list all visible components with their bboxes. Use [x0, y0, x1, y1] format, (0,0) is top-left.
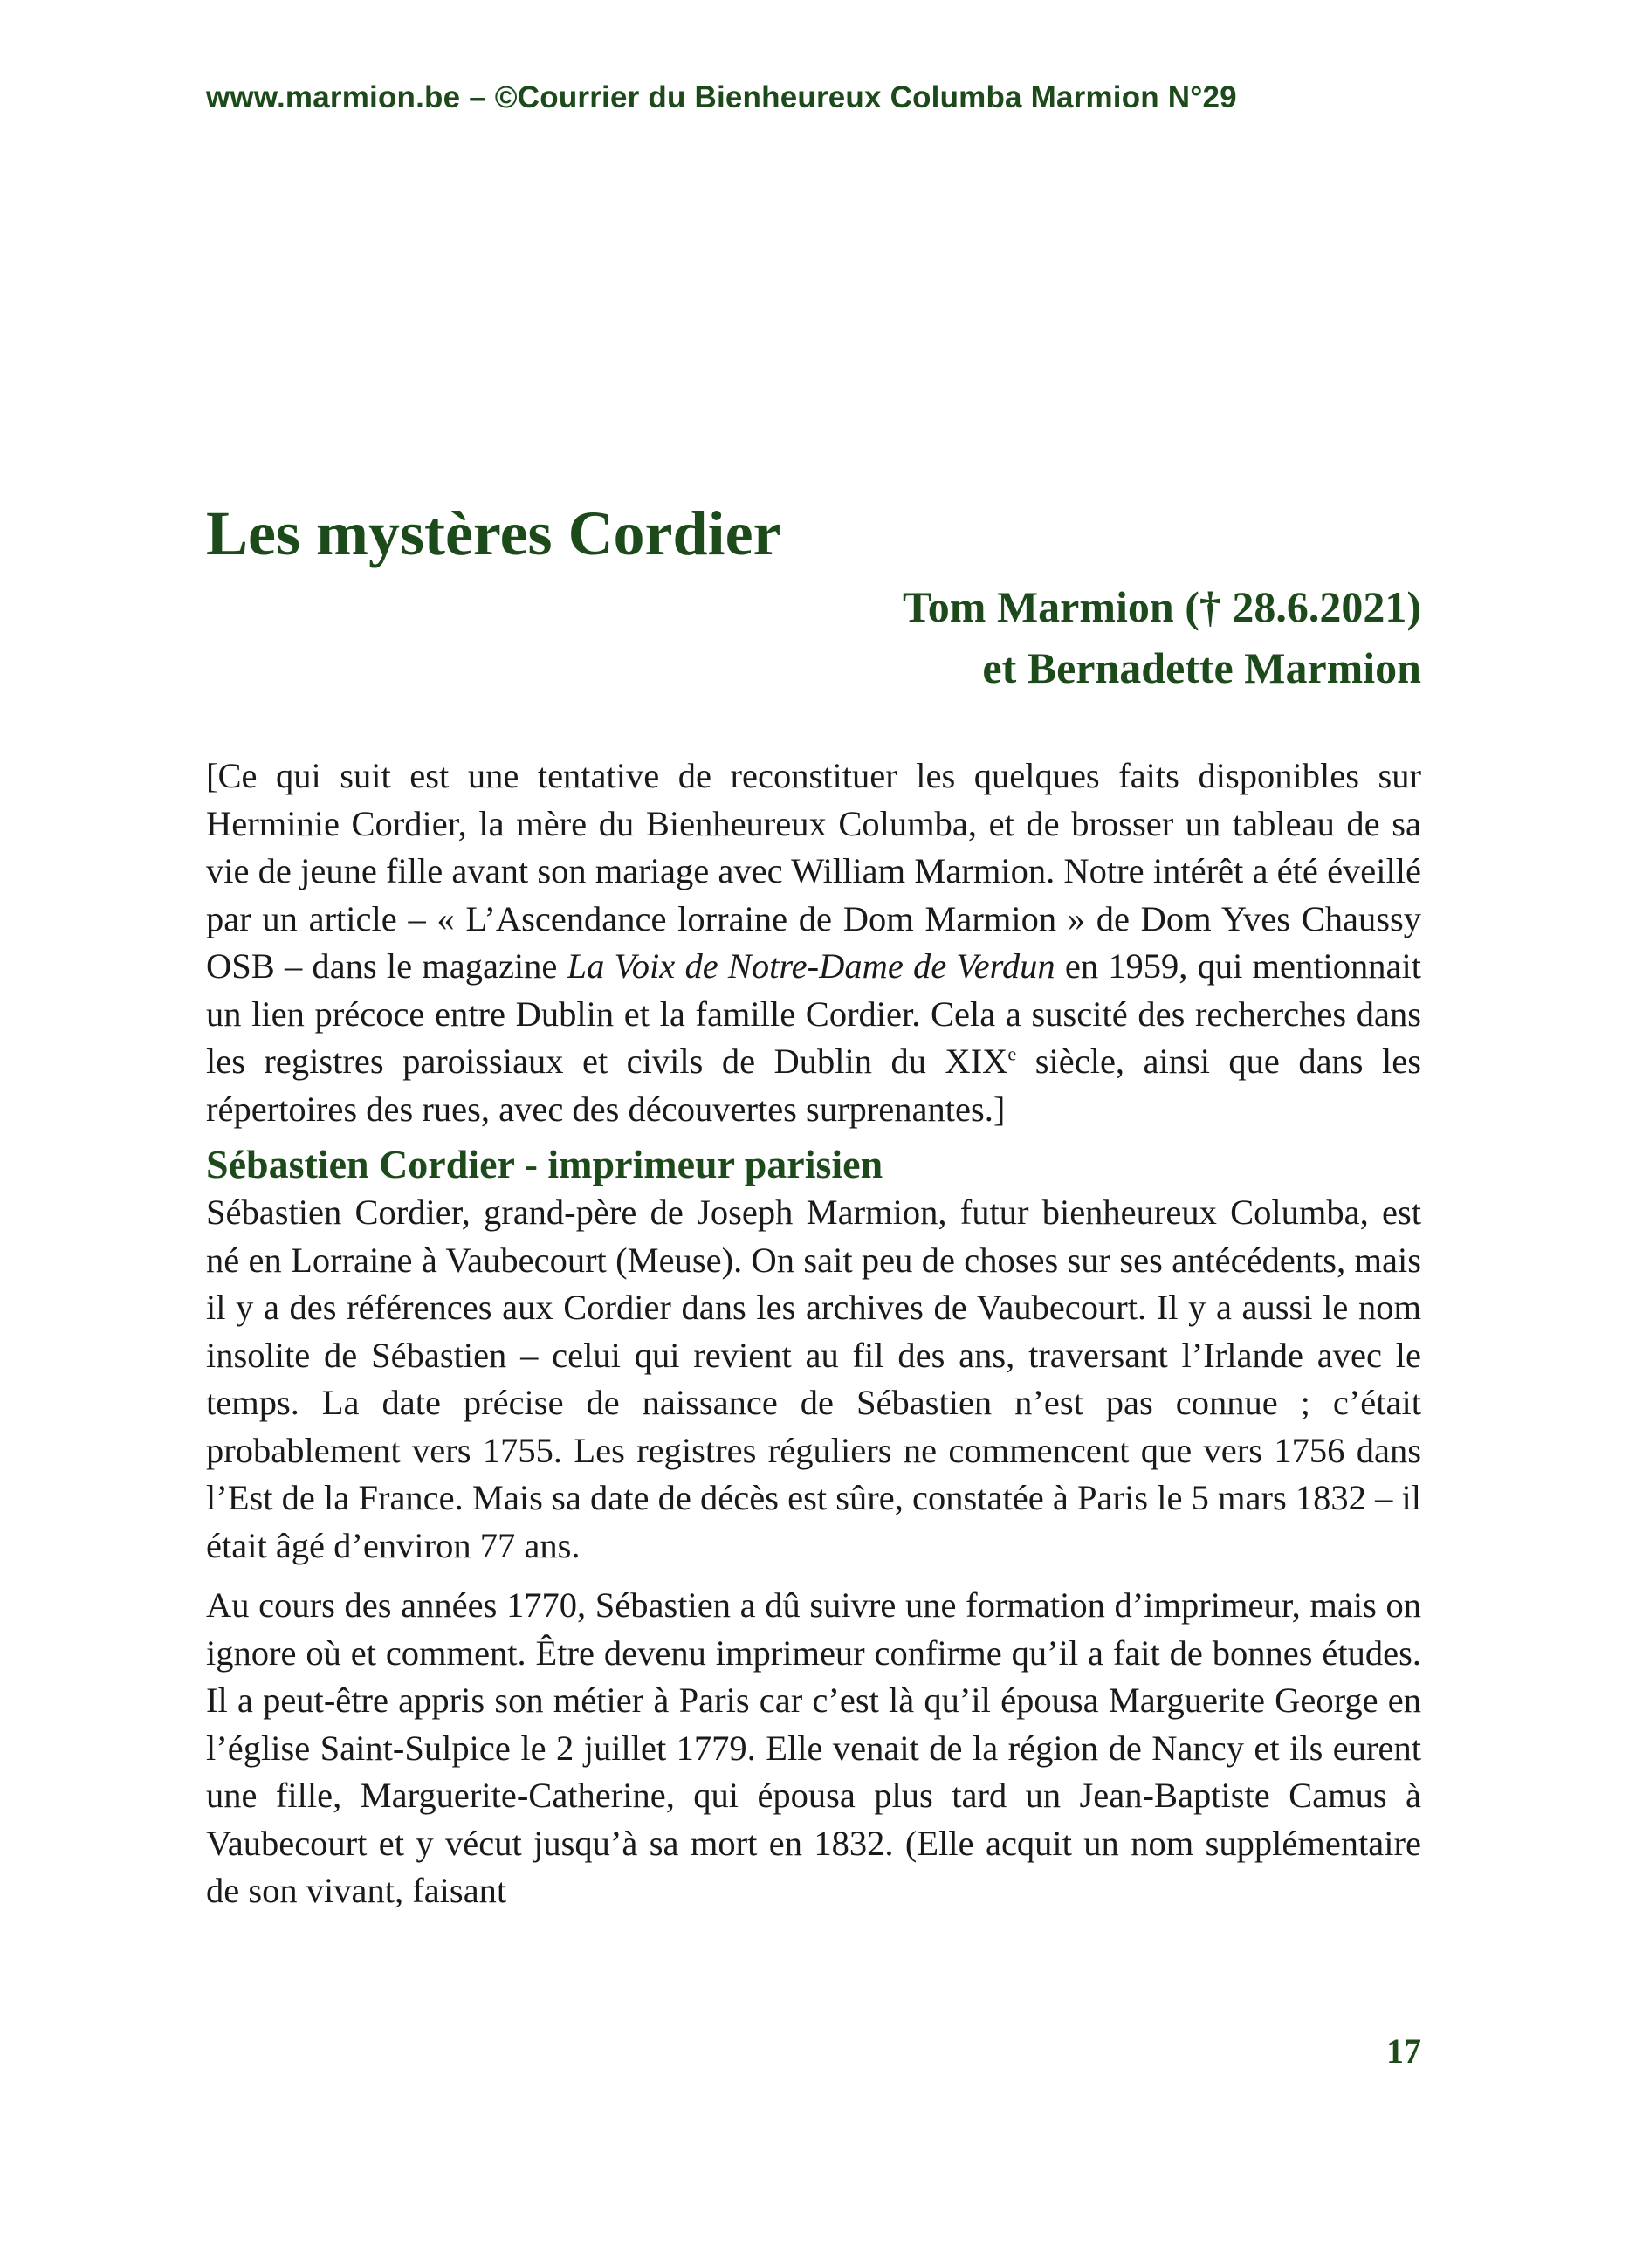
- body-paragraph-1: Sébastien Cordier, grand-père de Joseph Marmion, futur bienheureux Columba, est né en Lorraine à Vaubecourt (Meuse). On sait peu de choses sur ses antécédents, mais il y a des références aux Cordier dans les archives de Vaubecourt. Il y a aussi le nom insolite de Sébastien – celui qui revient au fil des ans, traversant l’Irlande avec le temps. La date précise de naissance de Sébastien n’est pas connue ; c’était probablement vers 1755. Les registres réguliers ne commencent que vers 1756 dans l’Est de la France. Mais sa date de décès est sûre, constatée à Paris le 5 mars 1832 – il était âgé d’environ 77 ans.: [206, 1192, 1421, 1565]
- author-line-1: Tom Marmion († 28.6.2021): [903, 582, 1421, 631]
- intro-text-part3: siècle, ainsi que dans les répertoires des rues, avec des découvertes surprenantes.]: [206, 1041, 1422, 1129]
- running-header: www.marmion.be – ©Courrier du Bienheureux Columba Marmion N°29: [206, 80, 1237, 114]
- author-line-2: et Bernadette Marmion: [982, 643, 1421, 692]
- article-body: [206, 753, 1421, 1915]
- magazine-title: La Voix de Notre-Dame de Verdun: [567, 946, 1055, 986]
- intro-paragraph: [206, 753, 1421, 1133]
- century-superscript: e: [1007, 1042, 1017, 1065]
- article-authors: [903, 576, 1421, 698]
- article-title: Les mystères Cordier: [206, 498, 781, 568]
- intro-text-part2: en 1959, qui mentionnait un lien précoce entre Dublin et la famille Cordier. Cela a suscité des recherches dans les registres paroissiaux et civils de Dublin du XIX: [206, 946, 1421, 1081]
- page-number: 17: [1386, 2031, 1421, 2071]
- section-heading: Sébastien Cordier - imprimeur parisien: [206, 1142, 883, 1186]
- intro-text-part1: [Ce qui suit est une tentative de reconstituer les quelques faits disponibles sur Herminie Cordier, la mère du Bienheureux Columba, et de brosser un tableau de sa vie de jeune fille avant son mariage avec William Marmion. Notre intérêt a été éveillé par un article – « L’Ascendance lorraine de Dom Marmion » de Dom Yves Chaussy OSB – dans le magazine: [206, 756, 1421, 986]
- body-paragraph-2: Au cours des années 1770, Sébastien a dû suivre une formation d’imprimeur, mais on ignore où et comment. Être devenu imprimeur confirme qu’il a fait de bonnes études. Il a peut-être appris son métier à Paris car c’est là qu’il épousa Marguerite George en l’église Saint-Sulpice le 2 juillet 1779. Elle venait de la région de Nancy et ils eurent une fille, Marguerite-Catherine, qui épousa plus tard un Jean-Baptiste Camus à Vaubecourt et y vécut jusqu’à sa mort en 1832. (Elle acquit un nom supplémentaire de son vivant, faisant: [206, 1585, 1421, 1910]
